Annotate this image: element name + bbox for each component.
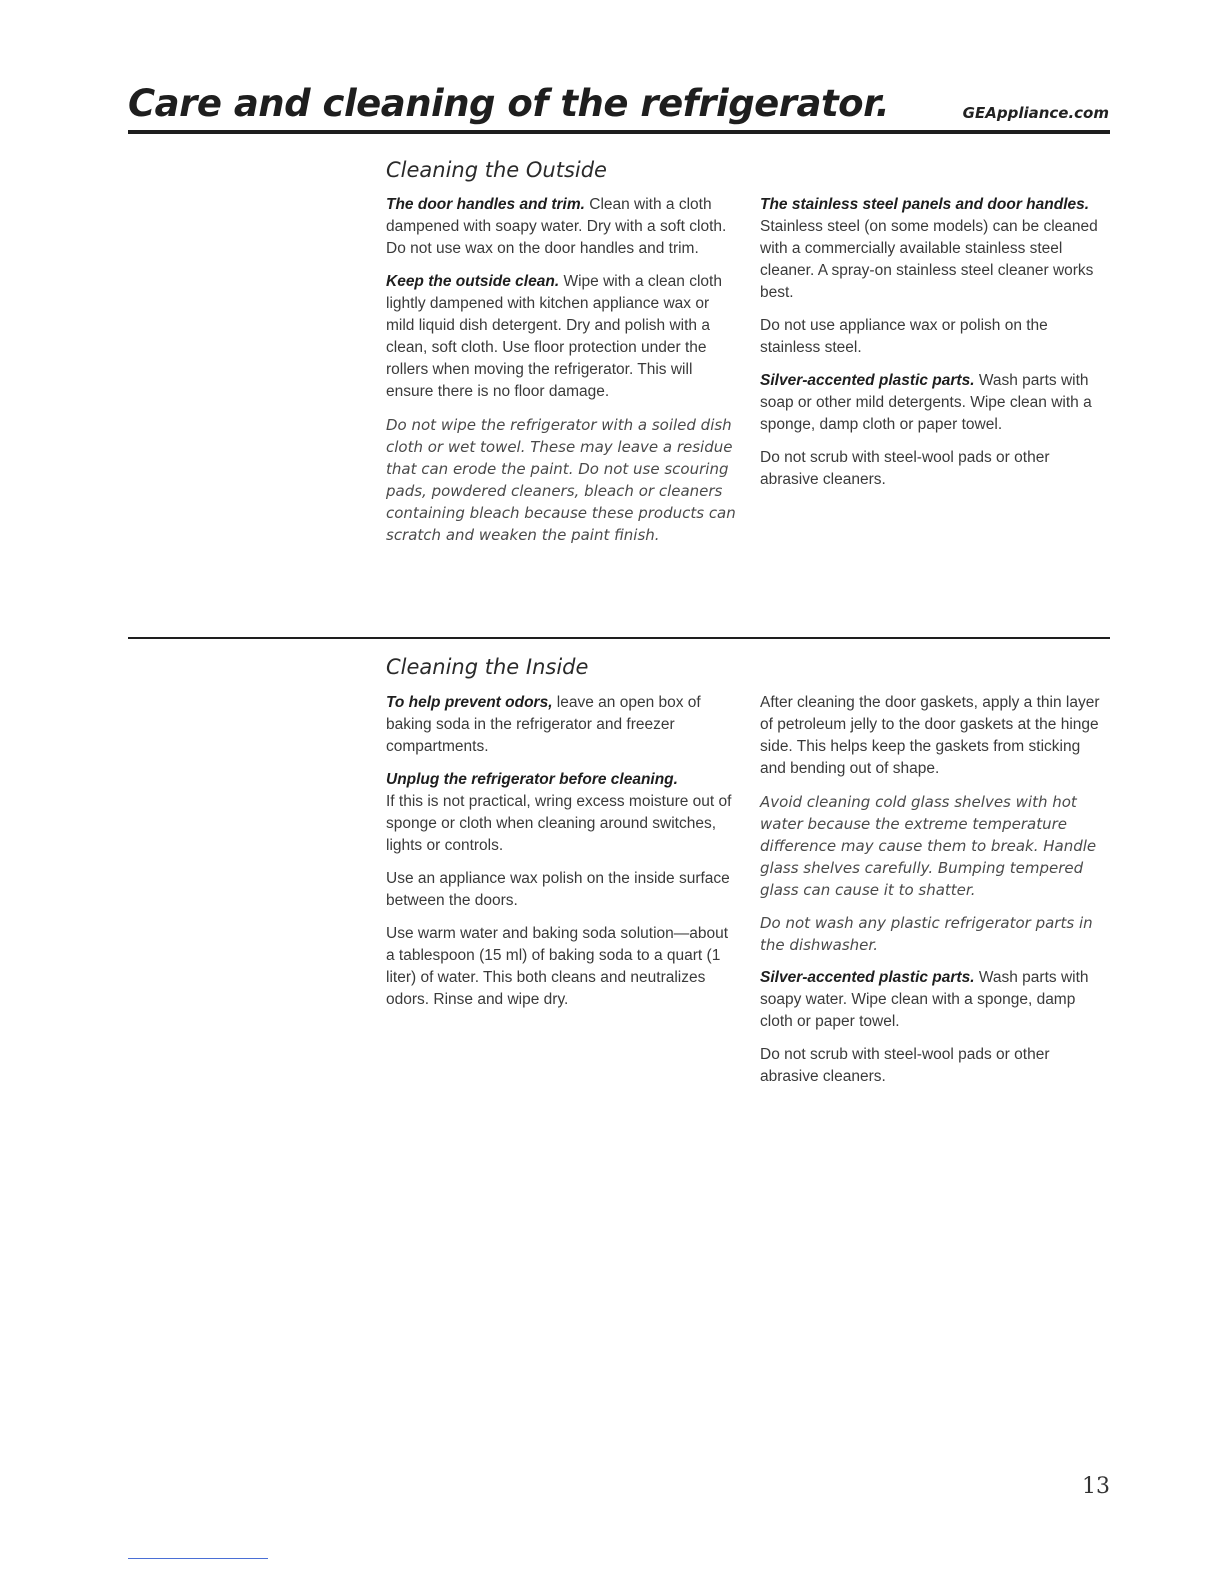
paragraph bbox=[760, 315, 1110, 359]
outside-right-column bbox=[760, 194, 1110, 502]
paragraph bbox=[386, 692, 736, 758]
paragraph-text: Do not wipe the refrigerator with a soiled dish cloth or wet towel. These may leave a residue that can erode the paint. Do not use scouring pads, powdered cleaners, bleach or cleaners containing bleach because these products can scratch and weaken the paint finish. bbox=[386, 416, 736, 544]
outside-left-column bbox=[386, 194, 736, 557]
paragraph-text: Clean with a cloth dampened with soapy water. Dry with a soft cloth. Do not use wax on the door handles and trim. bbox=[386, 196, 727, 257]
paragraph-text: Do not use appliance wax or polish on the stainless steel. bbox=[760, 317, 1048, 356]
paragraph bbox=[760, 791, 1110, 901]
paragraph-text: After cleaning the door gaskets, apply a thin layer of petroleum jelly to the door gaskets at the hinge side. This helps keep the gaskets from sticking and bending out of shape. bbox=[760, 694, 1100, 777]
paragraph bbox=[760, 967, 1110, 1033]
page-number: 13 bbox=[1082, 1474, 1110, 1499]
paragraph bbox=[386, 769, 736, 857]
paragraph bbox=[760, 447, 1110, 491]
paragraph bbox=[760, 912, 1110, 956]
title-rule bbox=[128, 130, 1110, 134]
paragraph bbox=[386, 414, 736, 546]
section-divider bbox=[128, 637, 1110, 639]
paragraph-lead: Unplug the refrigerator before cleaning. bbox=[386, 771, 678, 788]
page-title: Care and cleaning of the refrigerator. bbox=[128, 82, 890, 125]
paragraph-text: If this is not practical, wring excess moisture out of sponge or cloth when cleaning around switches, lights or controls. bbox=[386, 793, 732, 854]
paragraph-text: leave an open box of baking soda in the refrigerator and freezer compartments. bbox=[386, 694, 701, 755]
paragraph-lead: Silver-accented plastic parts. bbox=[760, 969, 975, 986]
paragraph-text: Wash parts with soapy water. Wipe clean with a sponge, damp cloth or paper towel. bbox=[760, 969, 1089, 1030]
paragraph-text: Avoid cleaning cold glass shelves with hot water because the extreme temperature difference may cause them to break. Handle glass shelves carefully. Bumping tempered glass can cause it to shatter. bbox=[760, 793, 1097, 899]
paragraph-text: Do not wash any plastic refrigerator parts in the dishwasher. bbox=[760, 914, 1093, 954]
paragraph bbox=[386, 923, 736, 1011]
paragraph-lead: The stainless steel panels and door handles. bbox=[760, 196, 1090, 213]
paragraph-text: Do not scrub with steel-wool pads or other abrasive cleaners. bbox=[760, 449, 1050, 488]
paragraph-text: Wash parts with soap or other mild detergents. Wipe clean with a sponge, damp cloth or paper towel. bbox=[760, 372, 1092, 433]
paragraph bbox=[760, 1044, 1110, 1088]
paragraph-text: Do not scrub with steel-wool pads or other abrasive cleaners. bbox=[760, 1046, 1050, 1085]
paragraph bbox=[760, 370, 1110, 436]
paragraph bbox=[386, 868, 736, 912]
paragraph bbox=[760, 194, 1110, 304]
paragraph-lead: Silver-accented plastic parts. bbox=[760, 372, 975, 389]
paragraph bbox=[386, 271, 736, 403]
paragraph-lead: To help prevent odors, bbox=[386, 694, 553, 711]
inside-left-column bbox=[386, 692, 736, 1022]
section-heading-outside: Cleaning the Outside bbox=[386, 158, 607, 182]
paragraph-lead: The door handles and trim. bbox=[386, 196, 585, 213]
inside-right-column bbox=[760, 692, 1110, 1099]
paragraph-text: Stainless steel (on some models) can be cleaned with a commercially available stainless steel cleaner. A spray-on stainless steel cleaner works best. bbox=[760, 218, 1098, 301]
paragraph-text: Use warm water and baking soda solution—about a tablespoon (15 ml) of baking soda to a quart (1 liter) of water. This both cleans and neutralizes odors. Rinse and wipe dry. bbox=[386, 925, 729, 1008]
paragraph-text: Wipe with a clean cloth lightly dampened with kitchen appliance wax or mild liquid dish detergent. Dry and polish with a clean, soft cloth. Use floor protection under the rollers when moving the refrigerator. This will ensure there is no floor damage. bbox=[386, 273, 722, 400]
paragraph bbox=[386, 194, 736, 260]
paragraph-lead: Keep the outside clean. bbox=[386, 273, 560, 290]
paragraph-text: Use an appliance wax polish on the inside surface between the doors. bbox=[386, 870, 730, 909]
footer-link-line bbox=[128, 1558, 268, 1559]
paragraph bbox=[760, 692, 1110, 780]
site-url: GEAppliance.com bbox=[962, 104, 1109, 122]
section-heading-inside: Cleaning the Inside bbox=[386, 655, 589, 679]
